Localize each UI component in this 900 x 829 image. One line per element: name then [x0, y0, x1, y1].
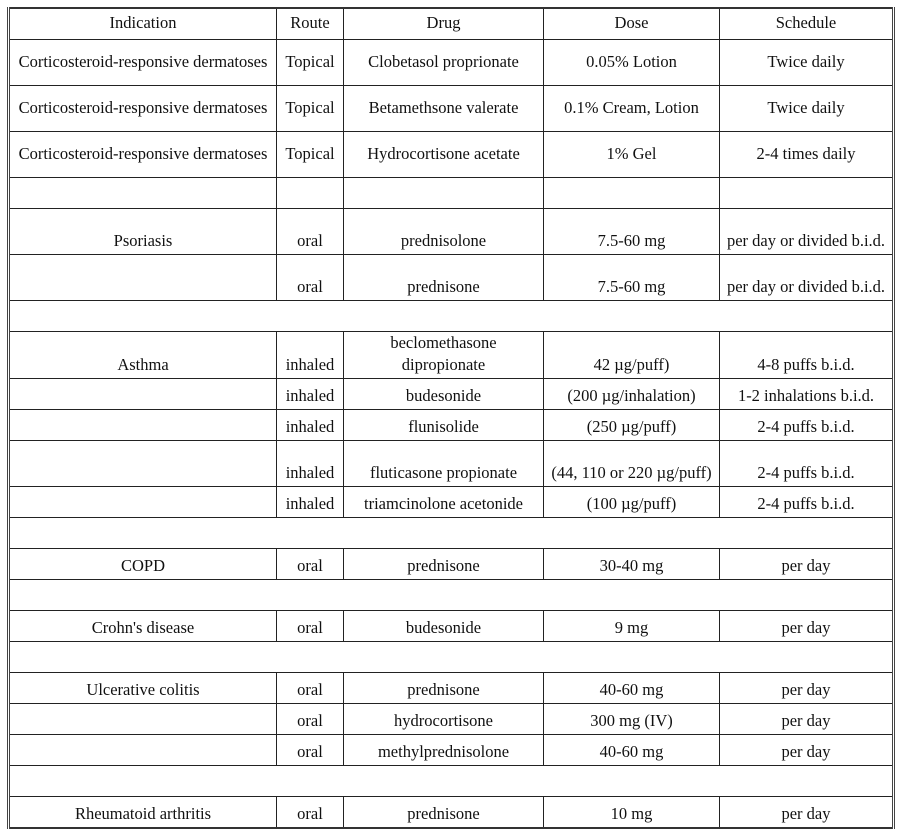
empty-cell	[9, 178, 277, 209]
cell-route: inhaled	[277, 410, 344, 441]
cell-indication: Crohn's disease	[9, 611, 277, 642]
cell-drug: triamcinolone acetonide	[344, 487, 544, 518]
cell-drug: beclomethasone dipropionate	[344, 332, 544, 379]
spacer-row	[9, 301, 894, 332]
cell-schedule: per day	[720, 549, 894, 580]
cell-dose: (44, 110 or 220 µg/puff)	[544, 441, 720, 487]
empty-cell	[9, 518, 894, 549]
cell-indication: Psoriasis	[9, 209, 277, 255]
cell-schedule: Twice daily	[720, 86, 894, 132]
cell-schedule: 2-4 times daily	[720, 132, 894, 178]
cell-schedule: per day	[720, 797, 894, 829]
corticosteroid-dosing-table	[7, 7, 895, 829]
table-row	[9, 209, 894, 255]
cell-route: oral	[277, 673, 344, 704]
cell-dose: 300 mg (IV)	[544, 704, 720, 735]
table-row	[9, 379, 894, 410]
header-indication: Indication	[9, 8, 277, 40]
cell-drug: fluticasone propionate	[344, 441, 544, 487]
header-schedule: Schedule	[720, 8, 894, 40]
cell-indication: Asthma	[9, 332, 277, 379]
cell-schedule: 4-8 puffs b.i.d.	[720, 332, 894, 379]
cell-indication	[9, 255, 277, 301]
cell-route: oral	[277, 735, 344, 766]
empty-cell	[9, 580, 894, 611]
table-row	[9, 611, 894, 642]
cell-dose: 30-40 mg	[544, 549, 720, 580]
cell-schedule: Twice daily	[720, 40, 894, 86]
cell-drug: Clobetasol proprionate	[344, 40, 544, 86]
table-row	[9, 487, 894, 518]
spacer-row	[9, 580, 894, 611]
cell-schedule: per day	[720, 704, 894, 735]
cell-dose: 1% Gel	[544, 132, 720, 178]
cell-schedule: 2-4 puffs b.i.d.	[720, 487, 894, 518]
spacer-row	[9, 642, 894, 673]
table-row	[9, 132, 894, 178]
empty-cell	[344, 178, 544, 209]
cell-schedule: per day	[720, 673, 894, 704]
cell-drug: methylprednisolone	[344, 735, 544, 766]
cell-schedule: per day or divided b.i.d.	[720, 255, 894, 301]
cell-dose: (100 µg/puff)	[544, 487, 720, 518]
cell-drug: prednisone	[344, 673, 544, 704]
cell-dose: 0.1% Cream, Lotion	[544, 86, 720, 132]
empty-cell	[9, 642, 894, 673]
cell-schedule: per day	[720, 735, 894, 766]
cell-drug: prednisolone	[344, 209, 544, 255]
cell-indication: COPD	[9, 549, 277, 580]
cell-dose: 9 mg	[544, 611, 720, 642]
cell-route: oral	[277, 255, 344, 301]
cell-drug: hydrocortisone	[344, 704, 544, 735]
table-row	[9, 735, 894, 766]
table-row	[9, 673, 894, 704]
cell-route: oral	[277, 797, 344, 829]
cell-schedule: per day	[720, 611, 894, 642]
cell-route: inhaled	[277, 332, 344, 379]
cell-drug: budesonide	[344, 379, 544, 410]
cell-dose: 7.5-60 mg	[544, 209, 720, 255]
table-row	[9, 797, 894, 829]
table-row	[9, 441, 894, 487]
cell-drug: prednisone	[344, 549, 544, 580]
cell-schedule: 1-2 inhalations b.i.d.	[720, 379, 894, 410]
cell-indication	[9, 735, 277, 766]
cell-drug: prednisone	[344, 255, 544, 301]
cell-route: oral	[277, 549, 344, 580]
cell-drug: flunisolide	[344, 410, 544, 441]
cell-dose: 40-60 mg	[544, 673, 720, 704]
cell-route: Topical	[277, 132, 344, 178]
cell-schedule: 2-4 puffs b.i.d.	[720, 441, 894, 487]
cell-dose: 42 µg/puff)	[544, 332, 720, 379]
cell-dose: 0.05% Lotion	[544, 40, 720, 86]
cell-indication: Ulcerative colitis	[9, 673, 277, 704]
cell-dose: 40-60 mg	[544, 735, 720, 766]
spacer-row	[9, 766, 894, 797]
cell-route: oral	[277, 611, 344, 642]
header-row	[9, 8, 894, 40]
cell-drug: prednisone	[344, 797, 544, 829]
cell-indication: Rheumatoid arthritis	[9, 797, 277, 829]
cell-route: Topical	[277, 86, 344, 132]
cell-drug: Hydrocortisone acetate	[344, 132, 544, 178]
cell-indication: Corticosteroid-responsive dermatoses	[9, 40, 277, 86]
cell-dose: 7.5-60 mg	[544, 255, 720, 301]
cell-indication	[9, 704, 277, 735]
cell-indication: Corticosteroid-responsive dermatoses	[9, 132, 277, 178]
table-row	[9, 40, 894, 86]
table-row	[9, 86, 894, 132]
header-drug: Drug	[344, 8, 544, 40]
cell-route: inhaled	[277, 379, 344, 410]
cell-indication	[9, 379, 277, 410]
cell-dose: (200 µg/inhalation)	[544, 379, 720, 410]
empty-cell	[544, 178, 720, 209]
table-row	[9, 549, 894, 580]
table-row	[9, 410, 894, 441]
empty-cell	[277, 178, 344, 209]
cell-indication	[9, 441, 277, 487]
cell-indication	[9, 487, 277, 518]
empty-cell	[9, 301, 894, 332]
header-dose: Dose	[544, 8, 720, 40]
spacer-row	[9, 178, 894, 209]
cell-drug: budesonide	[344, 611, 544, 642]
cell-indication	[9, 410, 277, 441]
cell-schedule: 2-4 puffs b.i.d.	[720, 410, 894, 441]
cell-route: inhaled	[277, 441, 344, 487]
cell-dose: 10 mg	[544, 797, 720, 829]
table-row	[9, 332, 894, 379]
cell-route: inhaled	[277, 487, 344, 518]
cell-indication: Corticosteroid-responsive dermatoses	[9, 86, 277, 132]
cell-drug: Betamethsone valerate	[344, 86, 544, 132]
empty-cell	[9, 766, 894, 797]
table-row	[9, 255, 894, 301]
cell-dose: (250 µg/puff)	[544, 410, 720, 441]
header-route: Route	[277, 8, 344, 40]
empty-cell	[720, 178, 894, 209]
cell-route: Topical	[277, 40, 344, 86]
table-row	[9, 704, 894, 735]
cell-route: oral	[277, 704, 344, 735]
cell-route: oral	[277, 209, 344, 255]
spacer-row	[9, 518, 894, 549]
cell-schedule: per day or divided b.i.d.	[720, 209, 894, 255]
table-body	[9, 40, 894, 829]
